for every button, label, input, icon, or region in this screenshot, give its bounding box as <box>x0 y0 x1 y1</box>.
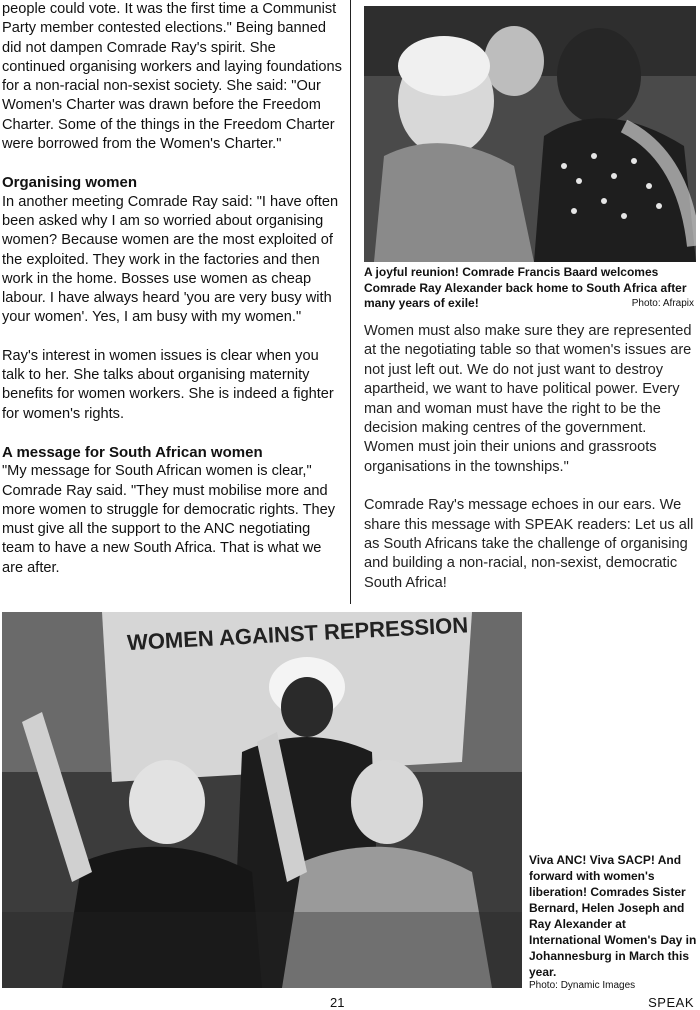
left-paragraph-3: Ray's interest in women issues is clear when you talk to her. She talks about organising maternity benefits for women workers. She is indeed a fighter for women's rights. <box>2 347 334 422</box>
left-paragraph-4: "My message for South African women is clear," Comrade Ray said. "They must mobilise more and more women to struggle for democratic rights. They must give all the support to the ANC negotiating team to have a new South Africa. That is what we are after. <box>2 463 336 576</box>
heading-organising-women: Organising women <box>2 174 138 192</box>
womens-day-caption <box>529 852 699 992</box>
reunion-caption <box>364 265 696 312</box>
page-number: 21 <box>330 995 345 1010</box>
banner-text: WOMEN AGAINST REPRESSION <box>126 612 469 656</box>
womens-day-photo <box>2 612 522 988</box>
reunion-photo-credit: Photo: Afrapix <box>631 298 694 309</box>
reunion-photo <box>364 6 696 262</box>
left-paragraph-2: In another meeting Comrade Ray said: "I have often been asked why I am so worried about organising women? Because women are the most exploited of the exploited. They work in the factories and then work in the home. Bosses use women as cheap labour. I have always heard 'you are very busy with your women'. Yes, I am busy with my women." <box>2 193 339 326</box>
womens-day-caption-text: Viva ANC! Viva SACP! And forward with women's liberation! Comrades Sister Bernard, Helen Joseph and Ray Alexander at International Women's Day in Johannesburg in March this year. <box>529 853 697 979</box>
womens-day-photo-credit: Photo: Dynamic Images <box>529 980 636 991</box>
right-paragraph-2: Comrade Ray's message echoes in our ears. We share this message with SPEAK readers: Let us all as South Africans take the challenge of organising and building a non-racial, non-sexist, democratic South Africa! <box>364 497 694 591</box>
column-divider <box>350 0 351 604</box>
right-paragraph-1: Women must also make sure they are represented at the negotiating table so that women's issues are not just left out. We do not just want to destroy apartheid, we want to have political power. Every man and woman must have the right to be the decision making centres of the government. Women must join their unions and grassroots organisations in the townships." <box>364 323 692 475</box>
heading-message: A message for South African women <box>2 443 263 461</box>
left-paragraph-1: people could vote. It was the first time a Communist Party member contested elections." Being banned did not dampen Comrade Ray's spirit. She continued organising workers and laying foundations for a non-racial non-sexist society. She said: "Our Women's Charter was drawn before the Freedom Charter. Some of the things in the Freedom Charter were borrowed from the Women's Charter." <box>2 1 342 153</box>
right-text-block <box>364 322 698 593</box>
left-column <box>2 0 342 578</box>
reunion-caption-text: A joyful reunion! Comrade Francis Baard welcomes Comrade Ray Alexander back home to South Africa after many years of exile! <box>364 265 687 310</box>
magazine-name: SPEAK <box>648 995 694 1010</box>
